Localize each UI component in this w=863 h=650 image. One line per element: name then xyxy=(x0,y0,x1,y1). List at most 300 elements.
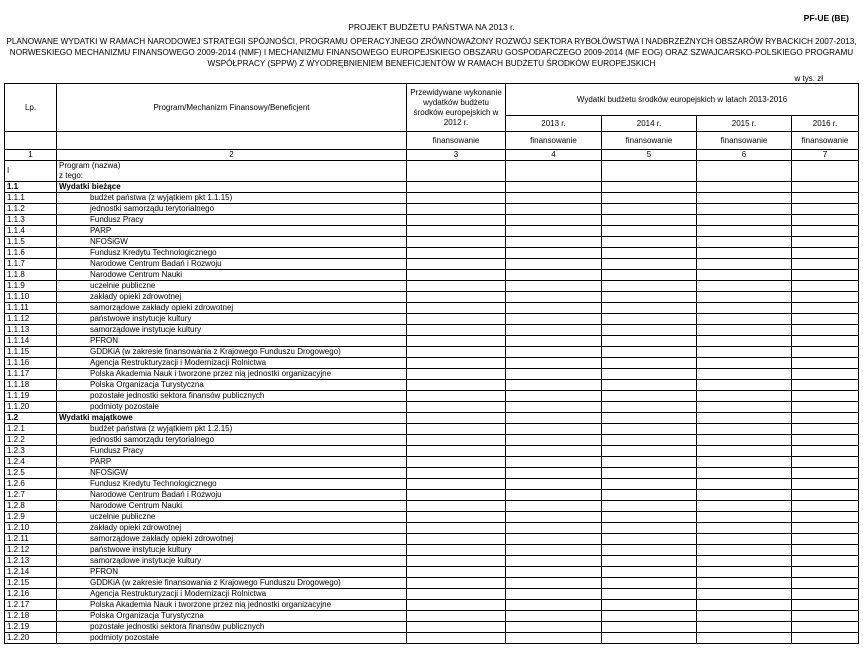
value-cell xyxy=(407,633,506,644)
value-cell xyxy=(602,567,697,578)
row-lp: 1.2.19 xyxy=(5,622,57,633)
header-program: Program/Mechanizm Finansowy/Beneficjent xyxy=(57,84,407,132)
table-row xyxy=(5,578,859,589)
value-cell xyxy=(506,556,602,567)
section-row xyxy=(5,413,859,424)
row-beneficiary: uczelnie publiczne xyxy=(57,512,407,523)
value-cell xyxy=(506,545,602,556)
value-cell xyxy=(697,369,792,380)
value-cell xyxy=(506,457,602,468)
value-cell xyxy=(792,325,859,336)
value-cell xyxy=(506,325,602,336)
value-cell xyxy=(602,303,697,314)
col-number: 3 xyxy=(407,150,506,161)
row-lp: 1.2.1 xyxy=(5,424,57,435)
unit-label: w tys. zł xyxy=(794,74,823,83)
value-cell xyxy=(407,622,506,633)
table-row xyxy=(5,633,859,644)
value-cell xyxy=(602,424,697,435)
value-cell xyxy=(506,248,602,259)
table-row xyxy=(5,479,859,490)
value-cell xyxy=(407,380,506,391)
value-cell xyxy=(697,413,792,424)
row-lp: 1.1.1 xyxy=(5,193,57,204)
value-cell xyxy=(506,589,602,600)
value-cell xyxy=(602,578,697,589)
row-lp: 1.2.13 xyxy=(5,556,57,567)
value-cell xyxy=(602,512,697,523)
section-name: Wydatki majątkowe xyxy=(57,413,407,424)
row-lp: 1.1.7 xyxy=(5,259,57,270)
row-beneficiary: Fundusz Pracy xyxy=(57,446,407,457)
value-cell xyxy=(792,523,859,534)
col-number: 5 xyxy=(602,150,697,161)
row-lp: 1.2.8 xyxy=(5,501,57,512)
value-cell xyxy=(602,248,697,259)
form-code: PF-UE (BE) xyxy=(803,13,849,23)
row-beneficiary: podmioty pozostałe xyxy=(57,402,407,413)
value-cell xyxy=(602,457,697,468)
value-cell xyxy=(602,391,697,402)
value-cell xyxy=(697,622,792,633)
value-cell xyxy=(407,457,506,468)
value-cell xyxy=(697,446,792,457)
value-cell xyxy=(602,325,697,336)
value-cell xyxy=(697,633,792,644)
value-cell xyxy=(602,369,697,380)
value-cell xyxy=(602,182,697,193)
row-lp: 1.2.18 xyxy=(5,611,57,622)
value-cell xyxy=(602,556,697,567)
row-lp: 1.2.12 xyxy=(5,545,57,556)
value-cell xyxy=(407,567,506,578)
row-beneficiary: pozostałe jednostki sektora finansów publicznych xyxy=(57,622,407,633)
value-cell xyxy=(697,402,792,413)
value-cell xyxy=(792,281,859,292)
table-row xyxy=(5,501,859,512)
value-cell xyxy=(602,215,697,226)
row-beneficiary: budżet państwa (z wyjątkiem pkt 1.2.15) xyxy=(57,424,407,435)
value-cell xyxy=(792,182,859,193)
value-cell xyxy=(506,281,602,292)
row-lp: 1.1.3 xyxy=(5,215,57,226)
row-lp: 1.2.16 xyxy=(5,589,57,600)
value-cell xyxy=(792,248,859,259)
value-cell xyxy=(407,446,506,457)
value-cell xyxy=(407,325,506,336)
value-cell xyxy=(697,479,792,490)
row-beneficiary: samorządowe zakłady opieki zdrowotnej xyxy=(57,534,407,545)
row-beneficiary: NFOŚiGW xyxy=(57,237,407,248)
value-cell xyxy=(697,182,792,193)
table-row xyxy=(5,468,859,479)
value-cell xyxy=(697,578,792,589)
value-cell xyxy=(407,259,506,270)
value-cell xyxy=(697,457,792,468)
row-beneficiary: Agencja Restrukturyzacji i Modernizacji Rolnictwa xyxy=(57,589,407,600)
table-row xyxy=(5,237,859,248)
value-cell xyxy=(602,347,697,358)
program-name: Program (nazwa) xyxy=(59,161,121,170)
section-lp: 1.2 xyxy=(5,413,57,424)
value-cell xyxy=(792,446,859,457)
row-lp: 1.2.7 xyxy=(5,490,57,501)
value-cell xyxy=(792,270,859,281)
value-cell xyxy=(697,358,792,369)
value-cell xyxy=(792,611,859,622)
header-2012: Przewidywane wykonanie wydatków budżetu środków europejskich w 2012 r. xyxy=(407,84,506,132)
program-lp: I xyxy=(5,161,57,182)
value-cell xyxy=(506,358,602,369)
value-cell xyxy=(792,479,859,490)
value-cell xyxy=(506,633,602,644)
header-fin: finansowanie xyxy=(792,132,859,150)
header-fin: finansowanie xyxy=(506,132,602,150)
value-cell xyxy=(792,215,859,226)
table-row xyxy=(5,523,859,534)
value-cell xyxy=(506,193,602,204)
row-beneficiary: zakłady opieki zdrowotnej xyxy=(57,523,407,534)
value-cell xyxy=(792,468,859,479)
value-cell xyxy=(792,413,859,424)
value-cell xyxy=(506,380,602,391)
header-year-2016: 2016 r. xyxy=(792,116,859,132)
value-cell xyxy=(697,424,792,435)
value-cell xyxy=(602,523,697,534)
value-cell xyxy=(792,204,859,215)
table-row xyxy=(5,259,859,270)
value-cell xyxy=(697,545,792,556)
table-row xyxy=(5,589,859,600)
table-row xyxy=(5,512,859,523)
value-cell xyxy=(506,611,602,622)
table-row xyxy=(5,457,859,468)
value-cell xyxy=(792,589,859,600)
value-cell xyxy=(602,259,697,270)
value-cell xyxy=(792,545,859,556)
table-row xyxy=(5,314,859,325)
value-cell xyxy=(697,391,792,402)
row-lp: 1.1.17 xyxy=(5,369,57,380)
value-cell xyxy=(407,435,506,446)
row-beneficiary: samorządowe instytucje kultury xyxy=(57,556,407,567)
row-lp: 1.2.10 xyxy=(5,523,57,534)
row-lp: 1.2.9 xyxy=(5,512,57,523)
table-body xyxy=(5,161,859,644)
row-beneficiary: GDDKiA (w zakresie finansowania z Krajowego Funduszu Drogowego) xyxy=(57,578,407,589)
value-cell xyxy=(697,523,792,534)
value-cell xyxy=(407,523,506,534)
value-cell xyxy=(407,193,506,204)
value-cell xyxy=(407,578,506,589)
value-cell xyxy=(792,380,859,391)
row-lp: 1.2.6 xyxy=(5,479,57,490)
row-beneficiary: zakłady opieki zdrowotnej xyxy=(57,292,407,303)
value-cell xyxy=(697,512,792,523)
row-lp: 1.2.14 xyxy=(5,567,57,578)
value-cell xyxy=(792,347,859,358)
value-cell xyxy=(407,501,506,512)
table-row xyxy=(5,248,859,259)
row-beneficiary: PFRON xyxy=(57,336,407,347)
table-row xyxy=(5,490,859,501)
row-lp: 1.2.11 xyxy=(5,534,57,545)
table-row xyxy=(5,325,859,336)
table-row xyxy=(5,424,859,435)
value-cell xyxy=(506,270,602,281)
table-row xyxy=(5,567,859,578)
value-cell xyxy=(506,215,602,226)
value-cell xyxy=(697,303,792,314)
table-row xyxy=(5,534,859,545)
row-beneficiary: Narodowe Centrum Badań i Rozwoju xyxy=(57,259,407,270)
program-row xyxy=(5,161,859,182)
row-lp: 1.1.19 xyxy=(5,391,57,402)
row-beneficiary: GDDKiA (w zakresie finansowania z Krajowego Funduszu Drogowego) xyxy=(57,347,407,358)
value-cell xyxy=(697,237,792,248)
table-row xyxy=(5,303,859,314)
row-beneficiary: uczelnie publiczne xyxy=(57,281,407,292)
row-lp: 1.2.20 xyxy=(5,633,57,644)
value-cell xyxy=(407,358,506,369)
row-beneficiary: Polska Organizacja Turystyczna xyxy=(57,380,407,391)
value-cell xyxy=(407,248,506,259)
value-cell xyxy=(697,193,792,204)
value-cell xyxy=(697,567,792,578)
value-cell xyxy=(792,578,859,589)
value-cell xyxy=(506,567,602,578)
value-cell xyxy=(407,336,506,347)
row-lp: 1.2.2 xyxy=(5,435,57,446)
table-row xyxy=(5,369,859,380)
row-beneficiary: Polska Akademia Nauk i tworzone przez nią jednostki organizacyjne xyxy=(57,369,407,380)
row-beneficiary: PARP xyxy=(57,457,407,468)
value-cell xyxy=(602,589,697,600)
value-cell xyxy=(407,479,506,490)
table-row xyxy=(5,600,859,611)
table-row xyxy=(5,380,859,391)
row-lp: 1.1.6 xyxy=(5,248,57,259)
value-cell xyxy=(506,413,602,424)
value-cell xyxy=(407,226,506,237)
value-cell xyxy=(506,292,602,303)
value-cell xyxy=(407,402,506,413)
value-cell xyxy=(602,600,697,611)
value-cell xyxy=(407,303,506,314)
value-cell xyxy=(407,556,506,567)
table-row xyxy=(5,215,859,226)
row-beneficiary: Narodowe Centrum Badań i Rozwoju xyxy=(57,490,407,501)
value-cell xyxy=(697,490,792,501)
value-cell xyxy=(407,490,506,501)
row-lp: 1.2.17 xyxy=(5,600,57,611)
value-cell xyxy=(602,435,697,446)
value-cell xyxy=(407,611,506,622)
header-year-2014: 2014 r. xyxy=(602,116,697,132)
value-cell xyxy=(602,226,697,237)
table-row xyxy=(5,281,859,292)
value-cell xyxy=(407,369,506,380)
value-cell xyxy=(506,534,602,545)
header-group-2013-2016: Wydatki budżetu środków europejskich w latach 2013-2016 xyxy=(506,84,859,116)
value-cell xyxy=(697,204,792,215)
value-cell xyxy=(602,402,697,413)
value-cell xyxy=(407,512,506,523)
row-beneficiary: Fundusz Kredytu Technologicznego xyxy=(57,248,407,259)
row-beneficiary: Polska Akademia Nauk i tworzone przez nią jednostki organizacyjne xyxy=(57,600,407,611)
value-cell xyxy=(697,589,792,600)
value-cell xyxy=(407,600,506,611)
value-cell xyxy=(792,303,859,314)
table-row xyxy=(5,270,859,281)
col-number: 2 xyxy=(57,150,407,161)
table-row xyxy=(5,556,859,567)
value-cell xyxy=(602,270,697,281)
row-lp: 1.1.2 xyxy=(5,204,57,215)
value-cell xyxy=(506,259,602,270)
value-cell xyxy=(506,391,602,402)
value-cell xyxy=(697,380,792,391)
row-beneficiary: Narodowe Centrum Nauki xyxy=(57,501,407,512)
value-cell xyxy=(407,545,506,556)
value-cell xyxy=(697,292,792,303)
value-cell xyxy=(506,204,602,215)
value-cell xyxy=(407,215,506,226)
value-cell xyxy=(506,512,602,523)
row-beneficiary: jednostki samorządu terytorialnego xyxy=(57,204,407,215)
row-lp: 1.1.18 xyxy=(5,380,57,391)
value-cell xyxy=(697,259,792,270)
value-cell xyxy=(602,204,697,215)
col-number: 4 xyxy=(506,150,602,161)
value-cell xyxy=(506,490,602,501)
value-cell xyxy=(506,336,602,347)
value-cell xyxy=(792,435,859,446)
value-cell xyxy=(506,161,602,182)
value-cell xyxy=(506,468,602,479)
value-cell xyxy=(697,600,792,611)
header-fin: finansowanie xyxy=(407,132,506,150)
value-cell xyxy=(407,424,506,435)
value-cell xyxy=(697,501,792,512)
value-cell xyxy=(602,468,697,479)
value-cell xyxy=(506,314,602,325)
document-title: PROJEKT BUDŻETU PAŃSTWA NA 2013 r. xyxy=(348,22,515,32)
value-cell xyxy=(506,622,602,633)
value-cell xyxy=(602,545,697,556)
row-lp: 1.2.4 xyxy=(5,457,57,468)
value-cell xyxy=(792,336,859,347)
row-lp: 1.1.5 xyxy=(5,237,57,248)
table-row xyxy=(5,622,859,633)
value-cell xyxy=(792,556,859,567)
value-cell xyxy=(792,424,859,435)
value-cell xyxy=(407,292,506,303)
row-lp: 1.1.10 xyxy=(5,292,57,303)
value-cell xyxy=(792,534,859,545)
row-beneficiary: budżet państwa (z wyjątkiem pkt 1.1.15) xyxy=(57,193,407,204)
value-cell xyxy=(792,512,859,523)
table-row xyxy=(5,193,859,204)
table-row xyxy=(5,611,859,622)
value-cell xyxy=(792,402,859,413)
value-cell xyxy=(697,281,792,292)
value-cell xyxy=(407,589,506,600)
value-cell xyxy=(792,490,859,501)
value-cell xyxy=(792,193,859,204)
value-cell xyxy=(506,523,602,534)
value-cell xyxy=(697,556,792,567)
table-row xyxy=(5,358,859,369)
header-empty xyxy=(57,132,407,150)
row-beneficiary: PARP xyxy=(57,226,407,237)
table-row xyxy=(5,391,859,402)
value-cell xyxy=(697,611,792,622)
row-beneficiary: podmioty pozostałe xyxy=(57,633,407,644)
header-fin: finansowanie xyxy=(697,132,792,150)
value-cell xyxy=(407,534,506,545)
header-year-2015: 2015 r. xyxy=(697,116,792,132)
row-beneficiary: PFRON xyxy=(57,567,407,578)
value-cell xyxy=(792,237,859,248)
value-cell xyxy=(697,161,792,182)
row-beneficiary: Polska Organizacja Turystyczna xyxy=(57,611,407,622)
row-lp: 1.1.16 xyxy=(5,358,57,369)
value-cell xyxy=(792,622,859,633)
value-cell xyxy=(792,567,859,578)
value-cell xyxy=(506,501,602,512)
row-lp: 1.1.13 xyxy=(5,325,57,336)
value-cell xyxy=(792,457,859,468)
table-row xyxy=(5,402,859,413)
value-cell xyxy=(602,479,697,490)
program-name-cell xyxy=(57,161,407,182)
value-cell xyxy=(506,347,602,358)
value-cell xyxy=(506,182,602,193)
row-beneficiary: NFOŚiGW xyxy=(57,468,407,479)
budget-table xyxy=(4,83,859,644)
value-cell xyxy=(602,380,697,391)
table-row xyxy=(5,446,859,457)
col-number: 6 xyxy=(697,150,792,161)
value-cell xyxy=(407,270,506,281)
value-cell xyxy=(602,633,697,644)
value-cell xyxy=(506,446,602,457)
value-cell xyxy=(602,358,697,369)
value-cell xyxy=(792,633,859,644)
program-sub: z tego: xyxy=(59,171,84,180)
value-cell xyxy=(602,501,697,512)
row-beneficiary: państwowe instytucje kultury xyxy=(57,314,407,325)
table-row xyxy=(5,347,859,358)
value-cell xyxy=(407,182,506,193)
value-cell xyxy=(792,369,859,380)
value-cell xyxy=(602,161,697,182)
section-name: Wydatki bieżące xyxy=(57,182,407,193)
row-lp: 1.1.20 xyxy=(5,402,57,413)
value-cell xyxy=(602,336,697,347)
table-row xyxy=(5,336,859,347)
value-cell xyxy=(792,600,859,611)
row-lp: 1.1.9 xyxy=(5,281,57,292)
row-lp: 1.1.11 xyxy=(5,303,57,314)
value-cell xyxy=(506,435,602,446)
value-cell xyxy=(697,347,792,358)
row-beneficiary: Narodowe Centrum Nauki xyxy=(57,270,407,281)
value-cell xyxy=(602,534,697,545)
value-cell xyxy=(506,369,602,380)
value-cell xyxy=(697,215,792,226)
